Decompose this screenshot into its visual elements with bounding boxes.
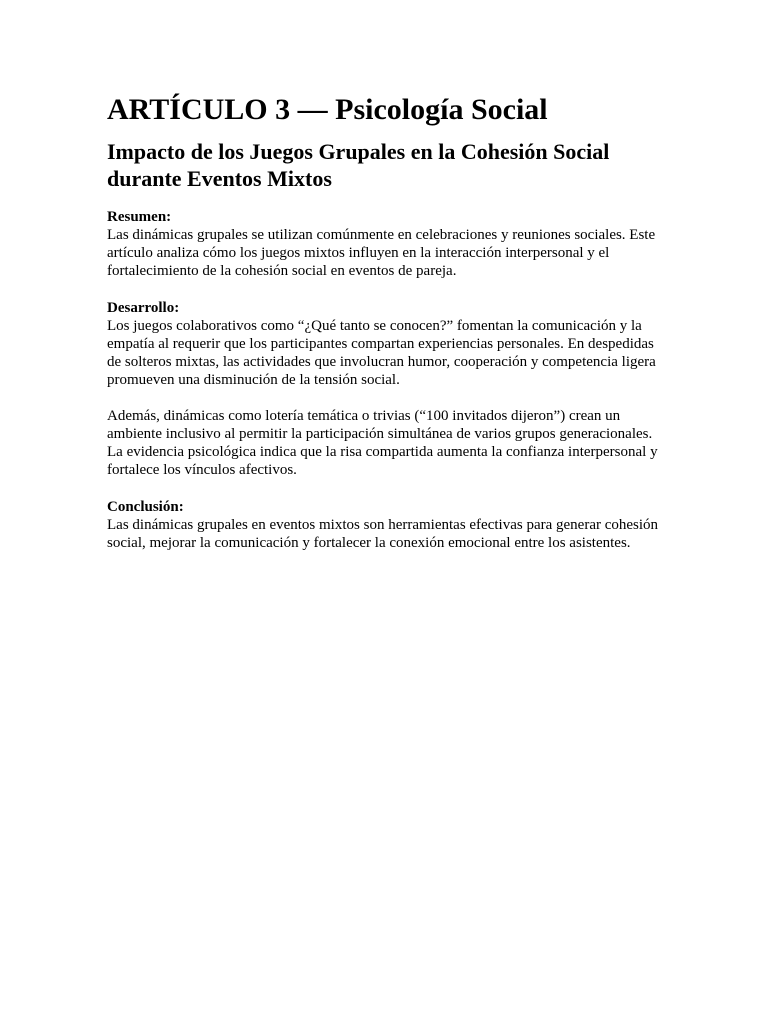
section-desarrollo: [107, 299, 667, 479]
section-resumen: [107, 208, 667, 280]
article-subtitle: Impacto de los Juegos Grupales en la Cohesión Social durante Eventos Mixtos: [107, 139, 610, 191]
paragraph-conclusion: Las dinámicas grupales en eventos mixtos son herramientas efectivas para generar cohesión social, mejorar la comunicación y fortalecer la conexión emocional entre los asistentes.: [107, 517, 659, 551]
paragraph-resumen: Las dinámicas grupales se utilizan comúnmente en celebraciones y reuniones sociales. Este artículo analiza cómo los juegos mixtos influyen en la interacción interpersonal y el fortalecimiento de la cohesión social en eventos de pareja.: [107, 227, 656, 279]
section-label-desarrollo: Desarrollo:: [107, 300, 180, 316]
paragraph-desarrollo-1: Los juegos colaborativos como “¿Qué tanto se conocen?” fomentan la comunicación y la empatía al requerir que los participantes compartan experiencias personales. En despedidas de solteros mixtas, las actividades que involucran humor, cooperación y competencia ligera promueven una disminución de la tensión social.: [107, 318, 656, 388]
paragraph-desarrollo-2: Además, dinámicas como lotería temática o trivias (“100 invitados dijeron”) crean un ambiente inclusivo al permitir la participación simultánea de varios grupos generacionales. La evidencia psicológica indica que la risa compartida aumenta la confianza interpersonal y fortalece los vínculos afectivos.: [107, 408, 658, 478]
section-label-conclusion: Conclusión:: [107, 499, 184, 515]
section-label-resumen: Resumen:: [107, 209, 172, 225]
article-title: ARTÍCULO 3 — Psicología Social: [107, 93, 548, 126]
section-conclusion: [107, 498, 667, 552]
document-page: [107, 92, 667, 552]
